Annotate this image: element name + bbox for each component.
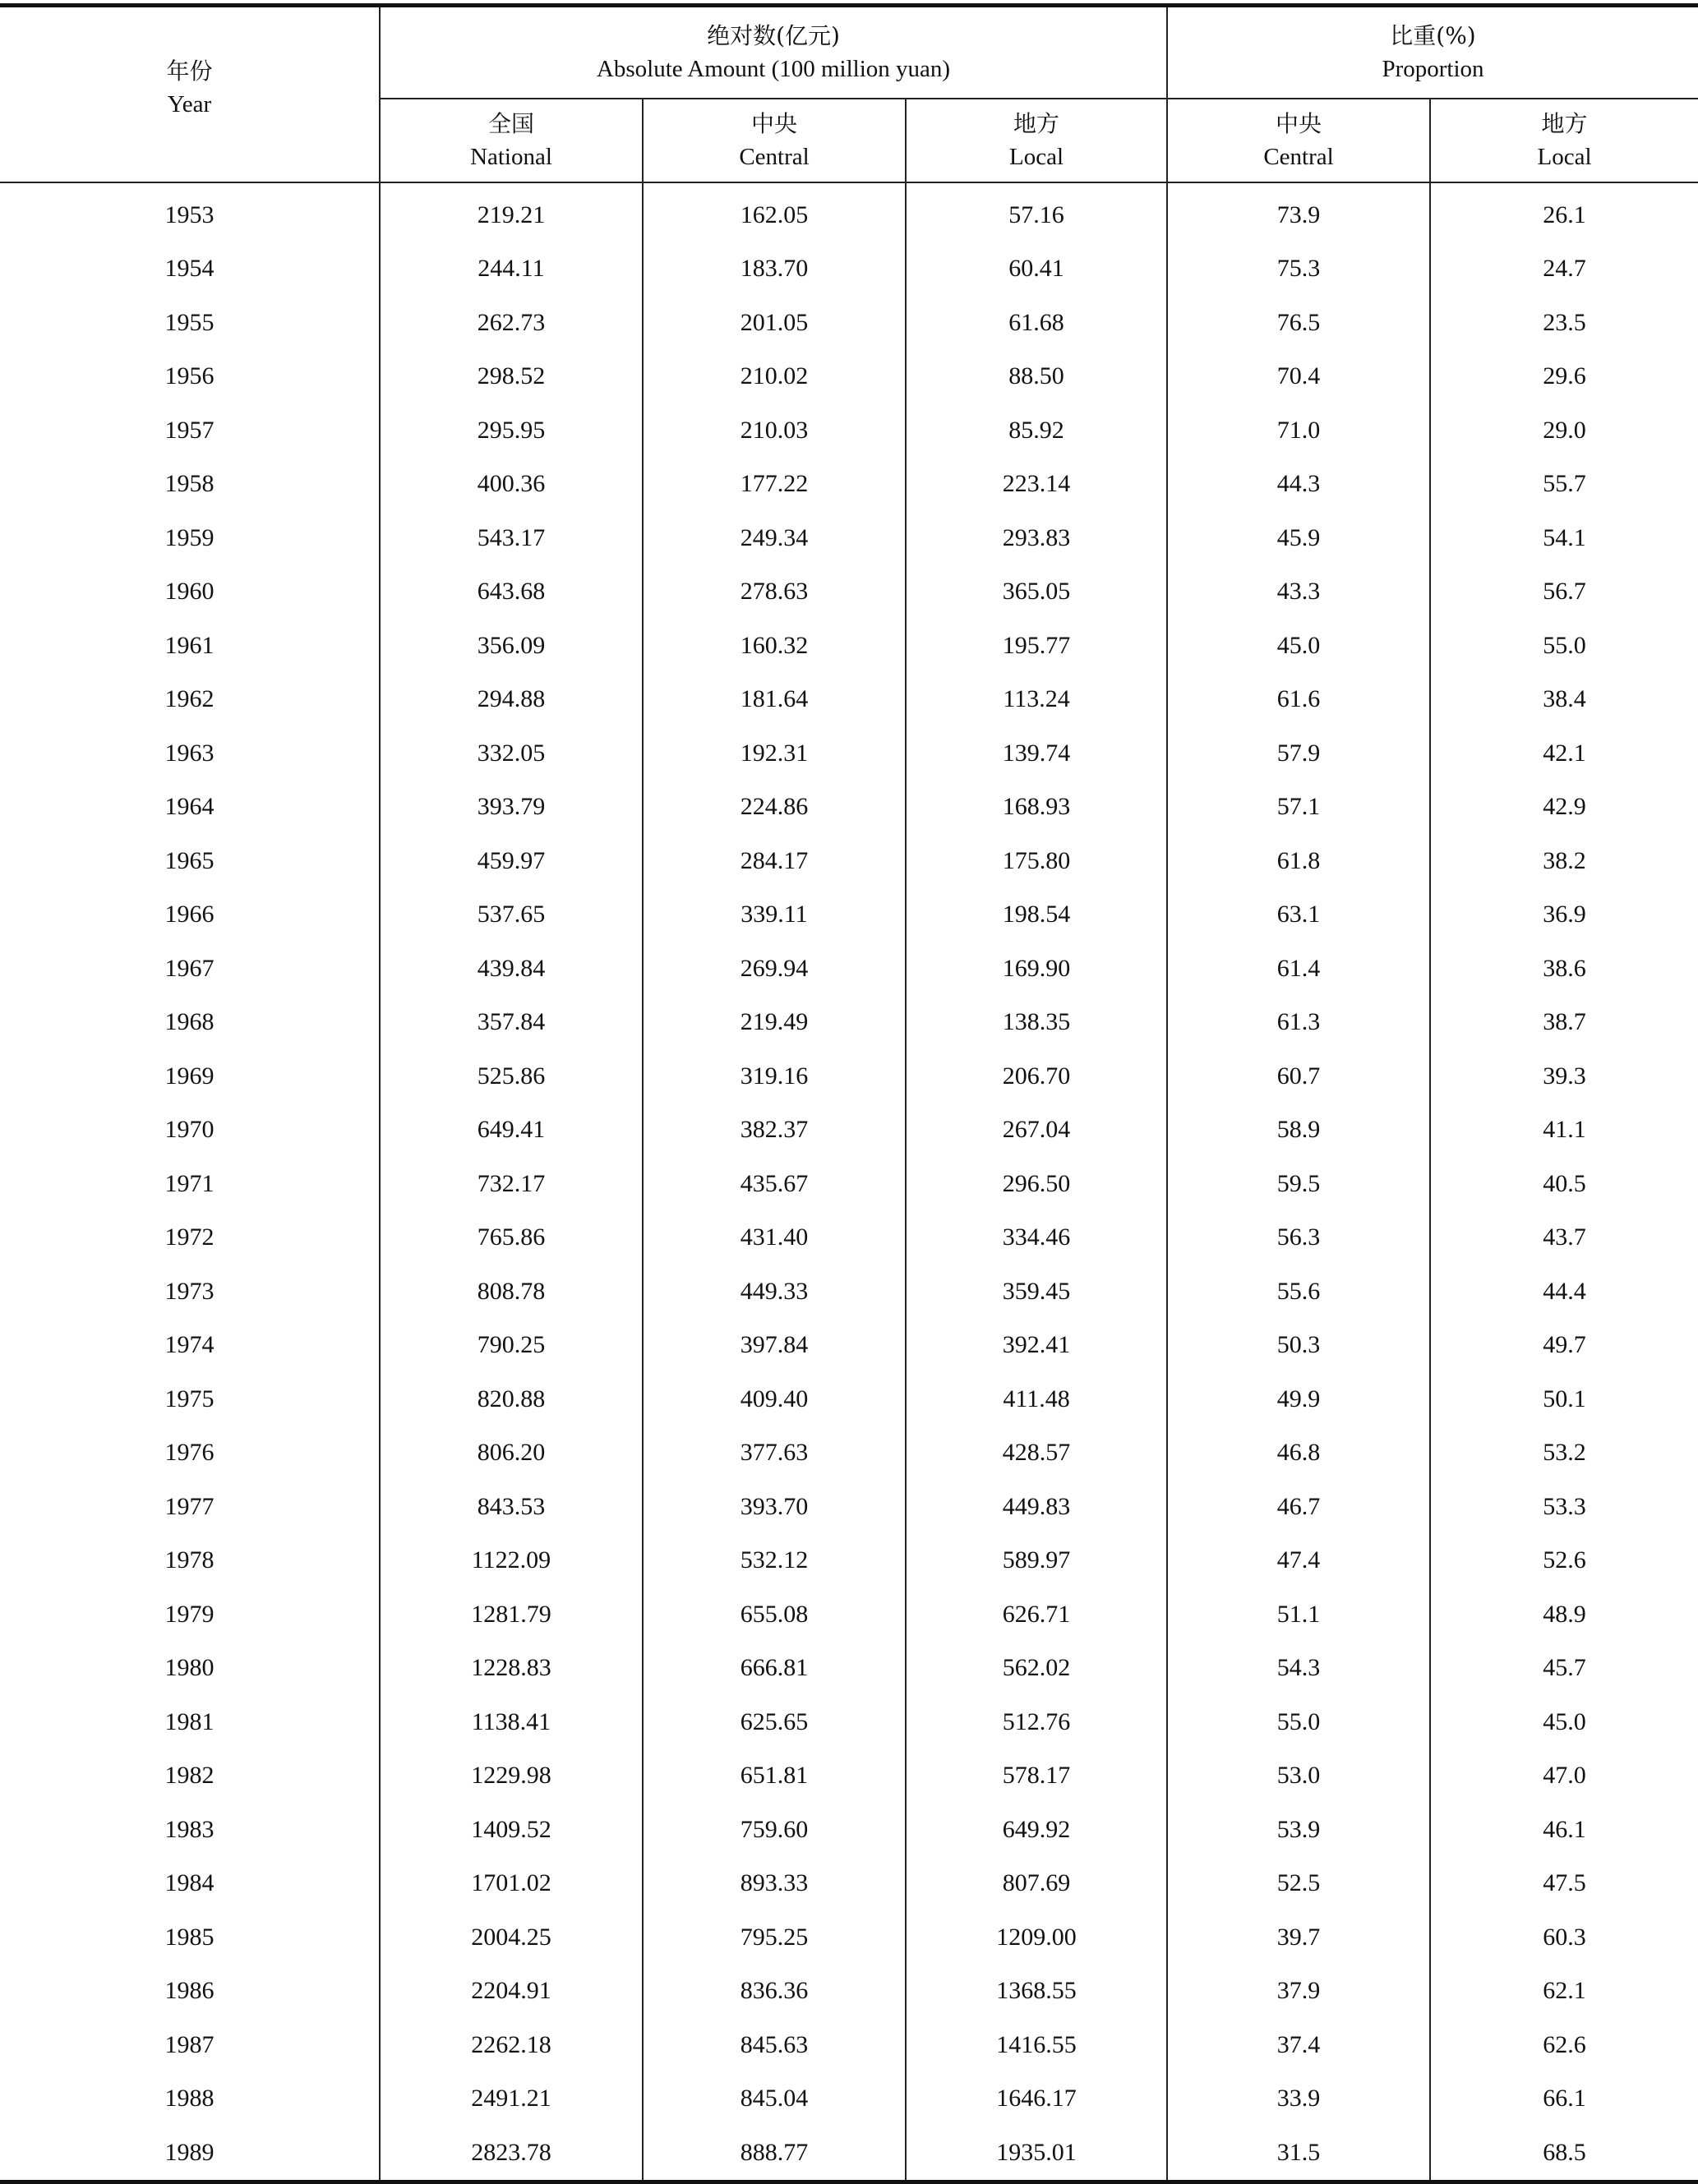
central-proportion-cell: 61.4 bbox=[1167, 942, 1430, 996]
local-amount-cell: 428.57 bbox=[906, 1426, 1167, 1481]
central-amount-cell: 845.04 bbox=[643, 2072, 906, 2126]
local-proportion-cell: 55.0 bbox=[1430, 619, 1698, 673]
year-cell: 1954 bbox=[164, 255, 215, 283]
central-amount-cell: 339.11 bbox=[643, 888, 906, 942]
year-cell: 1983 bbox=[164, 1815, 215, 1843]
year-cell: 1965 bbox=[164, 846, 215, 874]
table-row bbox=[0, 296, 1698, 350]
central-proportion-cell: 51.1 bbox=[1167, 1587, 1430, 1642]
central-amount-cell: 836.36 bbox=[643, 1965, 906, 2019]
local-amount-cell: 1368.55 bbox=[906, 1965, 1167, 2019]
local-amount-cell: 198.54 bbox=[906, 888, 1167, 942]
national-amount-cell: 643.68 bbox=[380, 565, 643, 620]
table-row bbox=[0, 1534, 1698, 1588]
table-row bbox=[0, 888, 1698, 942]
table-row bbox=[0, 1372, 1698, 1426]
central-proportion-cell: 54.3 bbox=[1167, 1642, 1430, 1696]
national-amount-cell: 294.88 bbox=[380, 673, 643, 727]
central-proportion-header-zh: 中央 bbox=[1276, 110, 1322, 137]
central-proportion-cell: 46.7 bbox=[1167, 1480, 1430, 1534]
year-cell: 1977 bbox=[164, 1492, 215, 1520]
year-cell: 1963 bbox=[164, 739, 215, 767]
local-proportion-cell: 55.7 bbox=[1430, 458, 1698, 512]
table-body bbox=[0, 182, 1698, 2182]
national-header-zh: 全国 bbox=[487, 110, 534, 137]
central-proportion-cell: 43.3 bbox=[1167, 565, 1430, 620]
local-proportion-cell: 62.6 bbox=[1430, 2018, 1698, 2072]
table-row bbox=[0, 1803, 1698, 1857]
local-amount-cell: 113.24 bbox=[906, 673, 1167, 727]
central-proportion-cell: 61.3 bbox=[1167, 996, 1430, 1050]
local-proportion-cell: 45.7 bbox=[1430, 1642, 1698, 1696]
local-amount-cell: 512.76 bbox=[906, 1695, 1167, 1749]
table-row bbox=[0, 1695, 1698, 1749]
central-amount-cell: 397.84 bbox=[643, 1319, 906, 1373]
local-amount-header-en: Local bbox=[1009, 144, 1064, 170]
national-amount-cell: 1701.02 bbox=[380, 1857, 643, 1911]
table-row bbox=[0, 350, 1698, 404]
central-proportion-cell: 55.0 bbox=[1167, 1695, 1430, 1749]
local-proportion-cell: 39.3 bbox=[1430, 1049, 1698, 1104]
local-amount-cell: 578.17 bbox=[906, 1749, 1167, 1804]
local-amount-header-zh: 地方 bbox=[1013, 110, 1060, 137]
national-amount-cell: 1281.79 bbox=[380, 1587, 643, 1642]
central-proportion-cell: 75.3 bbox=[1167, 242, 1430, 297]
national-amount-cell: 262.73 bbox=[380, 296, 643, 350]
table-row bbox=[0, 834, 1698, 888]
local-amount-cell: 168.93 bbox=[906, 781, 1167, 835]
year-cell: 1975 bbox=[164, 1385, 215, 1412]
national-amount-cell: 400.36 bbox=[380, 458, 643, 512]
local-amount-cell: 195.77 bbox=[906, 619, 1167, 673]
national-amount-cell: 298.52 bbox=[380, 350, 643, 404]
header-row-group bbox=[0, 6, 1698, 99]
table-row bbox=[0, 1426, 1698, 1481]
central-amount-cell: 625.65 bbox=[643, 1695, 906, 1749]
local-proportion-cell: 48.9 bbox=[1430, 1587, 1698, 1642]
table-row bbox=[0, 726, 1698, 781]
proportion-header-en: Proportion bbox=[1382, 56, 1484, 82]
table-row bbox=[0, 1587, 1698, 1642]
local-amount-cell: 626.71 bbox=[906, 1587, 1167, 1642]
absolute-header-zh: 绝对数(亿元) bbox=[707, 22, 840, 49]
local-amount-cell: 411.48 bbox=[906, 1372, 1167, 1426]
local-amount-cell: 138.35 bbox=[906, 996, 1167, 1050]
year-cell: 1976 bbox=[164, 1439, 215, 1467]
central-proportion-cell: 53.0 bbox=[1167, 1749, 1430, 1804]
central-amount-cell: 162.05 bbox=[643, 182, 906, 242]
table-row bbox=[0, 2126, 1698, 2182]
local-amount-cell: 649.92 bbox=[906, 1803, 1167, 1857]
national-amount-cell: 244.11 bbox=[380, 242, 643, 297]
table-row bbox=[0, 1319, 1698, 1373]
local-proportion-cell: 46.1 bbox=[1430, 1803, 1698, 1857]
national-amount-cell: 820.88 bbox=[380, 1372, 643, 1426]
table-row bbox=[0, 1211, 1698, 1265]
local-amount-cell: 85.92 bbox=[906, 403, 1167, 458]
central-proportion-cell: 50.3 bbox=[1167, 1319, 1430, 1373]
national-amount-cell: 393.79 bbox=[380, 781, 643, 835]
central-proportion-cell: 45.9 bbox=[1167, 511, 1430, 565]
central-proportion-cell: 44.3 bbox=[1167, 458, 1430, 512]
table-row bbox=[0, 2018, 1698, 2072]
year-cell: 1971 bbox=[164, 1169, 215, 1197]
central-proportion-cell: 52.5 bbox=[1167, 1857, 1430, 1911]
national-header-en: National bbox=[470, 144, 552, 170]
year-cell: 1962 bbox=[164, 685, 215, 713]
year-cell: 1982 bbox=[164, 1762, 215, 1790]
central-amount-cell: 893.33 bbox=[643, 1857, 906, 1911]
local-proportion-cell: 38.4 bbox=[1430, 673, 1698, 727]
central-proportion-cell: 57.1 bbox=[1167, 781, 1430, 835]
central-proportion-cell: 60.7 bbox=[1167, 1049, 1430, 1104]
local-proportion-cell: 29.6 bbox=[1430, 350, 1698, 404]
local-proportion-cell: 38.7 bbox=[1430, 996, 1698, 1050]
year-cell: 1973 bbox=[164, 1277, 215, 1305]
year-cell: 1961 bbox=[164, 631, 215, 659]
year-cell: 1985 bbox=[164, 1923, 215, 1951]
table-row bbox=[0, 511, 1698, 565]
year-cell: 1986 bbox=[164, 1977, 215, 2005]
national-amount-cell: 219.21 bbox=[380, 182, 643, 242]
central-proportion-cell: 61.8 bbox=[1167, 834, 1430, 888]
national-amount-cell: 1409.52 bbox=[380, 1803, 643, 1857]
central-amount-cell: 435.67 bbox=[643, 1157, 906, 1211]
central-amount-column-header bbox=[643, 99, 906, 182]
local-proportion-cell: 60.3 bbox=[1430, 1910, 1698, 1965]
national-amount-cell: 2204.91 bbox=[380, 1965, 643, 2019]
national-amount-cell: 2491.21 bbox=[380, 2072, 643, 2126]
year-cell: 1964 bbox=[164, 793, 215, 821]
year-column-header bbox=[0, 6, 380, 183]
local-amount-cell: 61.68 bbox=[906, 296, 1167, 350]
central-amount-cell: 183.70 bbox=[643, 242, 906, 297]
year-header-en: Year bbox=[167, 91, 212, 117]
national-amount-cell: 765.86 bbox=[380, 1211, 643, 1265]
year-cell: 1979 bbox=[164, 1600, 215, 1628]
absolute-header-en: Absolute Amount (100 million yuan) bbox=[596, 56, 951, 82]
central-amount-cell: 181.64 bbox=[643, 673, 906, 727]
table-row bbox=[0, 1104, 1698, 1158]
local-amount-cell: 223.14 bbox=[906, 458, 1167, 512]
fiscal-statistics-table bbox=[0, 3, 1698, 2184]
central-amount-cell: 651.81 bbox=[643, 1749, 906, 1804]
absolute-amount-group-header bbox=[380, 6, 1167, 99]
local-proportion-cell: 54.1 bbox=[1430, 511, 1698, 565]
local-proportion-header-en: Local bbox=[1537, 144, 1592, 170]
national-amount-cell: 843.53 bbox=[380, 1480, 643, 1534]
local-proportion-cell: 23.5 bbox=[1430, 296, 1698, 350]
year-cell: 1953 bbox=[164, 200, 215, 228]
national-amount-cell: 2823.78 bbox=[380, 2126, 643, 2182]
table-row bbox=[0, 1857, 1698, 1911]
local-proportion-cell: 42.1 bbox=[1430, 726, 1698, 781]
table-row bbox=[0, 996, 1698, 1050]
local-amount-cell: 169.90 bbox=[906, 942, 1167, 996]
year-cell: 1987 bbox=[164, 2030, 215, 2058]
central-proportion-column-header bbox=[1167, 99, 1430, 182]
local-proportion-cell: 66.1 bbox=[1430, 2072, 1698, 2126]
year-cell: 1968 bbox=[164, 1008, 215, 1036]
table-row bbox=[0, 1910, 1698, 1965]
year-cell: 1959 bbox=[164, 523, 215, 551]
central-proportion-cell: 45.0 bbox=[1167, 619, 1430, 673]
year-cell: 1970 bbox=[164, 1116, 215, 1144]
year-cell: 1988 bbox=[164, 2085, 215, 2113]
central-proportion-cell: 47.4 bbox=[1167, 1534, 1430, 1588]
table-row bbox=[0, 458, 1698, 512]
central-proportion-cell: 39.7 bbox=[1167, 1910, 1430, 1965]
central-amount-header-en: Central bbox=[739, 144, 810, 170]
table-row bbox=[0, 1642, 1698, 1696]
table-row bbox=[0, 673, 1698, 727]
local-amount-cell: 1209.00 bbox=[906, 1910, 1167, 1965]
year-header-zh: 年份 bbox=[166, 58, 213, 85]
national-amount-cell: 459.97 bbox=[380, 834, 643, 888]
table-row bbox=[0, 1049, 1698, 1104]
year-cell: 1974 bbox=[164, 1331, 215, 1359]
local-proportion-cell: 52.6 bbox=[1430, 1534, 1698, 1588]
local-amount-cell: 562.02 bbox=[906, 1642, 1167, 1696]
year-cell: 1989 bbox=[0, 2126, 380, 2182]
local-proportion-cell: 24.7 bbox=[1430, 242, 1698, 297]
local-amount-cell: 359.45 bbox=[906, 1265, 1167, 1319]
table-row bbox=[0, 1157, 1698, 1211]
central-proportion-cell: 61.6 bbox=[1167, 673, 1430, 727]
local-proportion-cell: 44.4 bbox=[1430, 1265, 1698, 1319]
year-cell: 1966 bbox=[164, 901, 215, 928]
central-amount-cell: 655.08 bbox=[643, 1587, 906, 1642]
year-cell: 1967 bbox=[164, 954, 215, 982]
year-cell: 1980 bbox=[164, 1654, 215, 1682]
year-cell: 1978 bbox=[164, 1546, 215, 1574]
national-amount-cell: 1229.98 bbox=[380, 1749, 643, 1804]
year-cell: 1956 bbox=[164, 362, 215, 390]
central-amount-cell: 278.63 bbox=[643, 565, 906, 620]
local-proportion-cell: 47.0 bbox=[1430, 1749, 1698, 1804]
national-amount-cell: 808.78 bbox=[380, 1265, 643, 1319]
national-amount-cell: 1138.41 bbox=[380, 1695, 643, 1749]
local-amount-cell: 175.80 bbox=[906, 834, 1167, 888]
national-amount-cell: 356.09 bbox=[380, 619, 643, 673]
national-amount-cell: 439.84 bbox=[380, 942, 643, 996]
central-amount-cell: 219.49 bbox=[643, 996, 906, 1050]
local-amount-cell: 1416.55 bbox=[906, 2018, 1167, 2072]
central-amount-cell: 409.40 bbox=[643, 1372, 906, 1426]
central-proportion-cell: 49.9 bbox=[1167, 1372, 1430, 1426]
central-amount-cell: 449.33 bbox=[643, 1265, 906, 1319]
central-amount-cell: 795.25 bbox=[643, 1910, 906, 1965]
central-proportion-cell: 57.9 bbox=[1167, 726, 1430, 781]
central-amount-cell: 382.37 bbox=[643, 1104, 906, 1158]
national-amount-cell: 732.17 bbox=[380, 1157, 643, 1211]
national-amount-cell: 2262.18 bbox=[380, 2018, 643, 2072]
proportion-group-header bbox=[1167, 6, 1698, 99]
national-amount-cell: 790.25 bbox=[380, 1319, 643, 1373]
central-amount-cell: 284.17 bbox=[643, 834, 906, 888]
local-proportion-cell: 45.0 bbox=[1430, 1695, 1698, 1749]
year-cell: 1958 bbox=[164, 470, 215, 498]
local-proportion-cell: 50.1 bbox=[1430, 1372, 1698, 1426]
national-amount-cell: 537.65 bbox=[380, 888, 643, 942]
table-row bbox=[0, 403, 1698, 458]
central-amount-cell: 532.12 bbox=[643, 1534, 906, 1588]
central-proportion-cell: 31.5 bbox=[1167, 2126, 1430, 2182]
central-proportion-cell: 37.4 bbox=[1167, 2018, 1430, 2072]
year-cell: 1972 bbox=[164, 1223, 215, 1251]
local-proportion-cell: 68.5 bbox=[1430, 2126, 1698, 2182]
table-header bbox=[0, 6, 1698, 183]
central-amount-cell: 210.02 bbox=[643, 350, 906, 404]
central-proportion-header-en: Central bbox=[1263, 144, 1334, 170]
year-cell: 1955 bbox=[164, 308, 215, 336]
year-cell: 1981 bbox=[164, 1707, 215, 1735]
local-amount-cell: 296.50 bbox=[906, 1157, 1167, 1211]
central-amount-cell: 192.31 bbox=[643, 726, 906, 781]
national-amount-cell: 525.86 bbox=[380, 1049, 643, 1104]
central-amount-cell: 269.94 bbox=[643, 942, 906, 996]
central-amount-header-zh: 中央 bbox=[750, 110, 797, 137]
local-amount-cell: 807.69 bbox=[906, 1857, 1167, 1911]
local-amount-cell: 589.97 bbox=[906, 1534, 1167, 1588]
central-amount-cell: 319.16 bbox=[643, 1049, 906, 1104]
local-amount-cell: 334.46 bbox=[906, 1211, 1167, 1265]
local-amount-cell: 139.74 bbox=[906, 726, 1167, 781]
central-proportion-cell: 63.1 bbox=[1167, 888, 1430, 942]
local-proportion-cell: 40.5 bbox=[1430, 1157, 1698, 1211]
local-proportion-column-header bbox=[1430, 99, 1698, 182]
national-amount-cell: 357.84 bbox=[380, 996, 643, 1050]
local-proportion-cell: 53.3 bbox=[1430, 1480, 1698, 1534]
national-amount-cell: 295.95 bbox=[380, 403, 643, 458]
central-amount-cell: 249.34 bbox=[643, 511, 906, 565]
central-proportion-cell: 58.9 bbox=[1167, 1104, 1430, 1158]
national-amount-cell: 806.20 bbox=[380, 1426, 643, 1481]
table-row bbox=[0, 1265, 1698, 1319]
central-proportion-cell: 70.4 bbox=[1167, 350, 1430, 404]
local-amount-cell: 365.05 bbox=[906, 565, 1167, 620]
local-proportion-header-zh: 地方 bbox=[1541, 110, 1588, 137]
central-amount-cell: 160.32 bbox=[643, 619, 906, 673]
local-proportion-cell: 26.1 bbox=[1430, 182, 1698, 242]
local-amount-cell: 267.04 bbox=[906, 1104, 1167, 1158]
central-amount-cell: 201.05 bbox=[643, 296, 906, 350]
table-row bbox=[0, 781, 1698, 835]
national-amount-cell: 649.41 bbox=[380, 1104, 643, 1158]
local-amount-cell: 392.41 bbox=[906, 1319, 1167, 1373]
central-amount-cell: 210.03 bbox=[643, 403, 906, 458]
local-amount-cell: 88.50 bbox=[906, 350, 1167, 404]
table-row bbox=[0, 2072, 1698, 2126]
local-amount-cell: 1935.01 bbox=[906, 2126, 1167, 2182]
central-proportion-cell: 55.6 bbox=[1167, 1265, 1430, 1319]
local-proportion-cell: 41.1 bbox=[1430, 1104, 1698, 1158]
year-cell: 1984 bbox=[164, 1869, 215, 1897]
local-proportion-cell: 42.9 bbox=[1430, 781, 1698, 835]
local-amount-cell: 60.41 bbox=[906, 242, 1167, 297]
central-amount-cell: 224.86 bbox=[643, 781, 906, 835]
table-row bbox=[0, 619, 1698, 673]
year-cell: 1960 bbox=[164, 578, 215, 606]
local-amount-cell: 449.83 bbox=[906, 1480, 1167, 1534]
local-proportion-cell: 43.7 bbox=[1430, 1211, 1698, 1265]
table-row bbox=[0, 1965, 1698, 2019]
central-proportion-cell: 37.9 bbox=[1167, 1965, 1430, 2019]
year-cell: 1969 bbox=[164, 1062, 215, 1090]
central-amount-cell: 845.63 bbox=[643, 2018, 906, 2072]
local-amount-cell: 57.16 bbox=[906, 182, 1167, 242]
central-amount-cell: 666.81 bbox=[643, 1642, 906, 1696]
national-amount-cell: 2004.25 bbox=[380, 1910, 643, 1965]
national-amount-cell: 1228.83 bbox=[380, 1642, 643, 1696]
table-row bbox=[0, 1749, 1698, 1804]
local-proportion-cell: 47.5 bbox=[1430, 1857, 1698, 1911]
national-column-header bbox=[380, 99, 643, 182]
central-proportion-cell: 59.5 bbox=[1167, 1157, 1430, 1211]
table-row bbox=[0, 182, 1698, 242]
local-amount-cell: 206.70 bbox=[906, 1049, 1167, 1104]
local-amount-cell: 1646.17 bbox=[906, 2072, 1167, 2126]
local-amount-cell: 293.83 bbox=[906, 511, 1167, 565]
local-proportion-cell: 36.9 bbox=[1430, 888, 1698, 942]
central-amount-cell: 759.60 bbox=[643, 1803, 906, 1857]
local-proportion-cell: 56.7 bbox=[1430, 565, 1698, 620]
table-row bbox=[0, 1480, 1698, 1534]
proportion-header-zh: 比重(%) bbox=[1390, 22, 1476, 49]
central-amount-cell: 431.40 bbox=[643, 1211, 906, 1265]
table-row bbox=[0, 242, 1698, 297]
table-row bbox=[0, 565, 1698, 620]
year-cell: 1957 bbox=[164, 416, 215, 444]
central-proportion-cell: 71.0 bbox=[1167, 403, 1430, 458]
central-proportion-cell: 46.8 bbox=[1167, 1426, 1430, 1481]
local-proportion-cell: 62.1 bbox=[1430, 1965, 1698, 2019]
national-amount-cell: 543.17 bbox=[380, 511, 643, 565]
local-proportion-cell: 29.0 bbox=[1430, 403, 1698, 458]
local-proportion-cell: 53.2 bbox=[1430, 1426, 1698, 1481]
central-proportion-cell: 33.9 bbox=[1167, 2072, 1430, 2126]
local-proportion-cell: 38.6 bbox=[1430, 942, 1698, 996]
central-proportion-cell: 73.9 bbox=[1167, 182, 1430, 242]
central-proportion-cell: 53.9 bbox=[1167, 1803, 1430, 1857]
central-proportion-cell: 76.5 bbox=[1167, 296, 1430, 350]
local-proportion-cell: 38.2 bbox=[1430, 834, 1698, 888]
local-amount-column-header bbox=[906, 99, 1167, 182]
national-amount-cell: 332.05 bbox=[380, 726, 643, 781]
local-proportion-cell: 49.7 bbox=[1430, 1319, 1698, 1373]
central-amount-cell: 377.63 bbox=[643, 1426, 906, 1481]
central-proportion-cell: 56.3 bbox=[1167, 1211, 1430, 1265]
central-amount-cell: 888.77 bbox=[643, 2126, 906, 2182]
central-amount-cell: 393.70 bbox=[643, 1480, 906, 1534]
central-amount-cell: 177.22 bbox=[643, 458, 906, 512]
table-row bbox=[0, 942, 1698, 996]
national-amount-cell: 1122.09 bbox=[380, 1534, 643, 1588]
